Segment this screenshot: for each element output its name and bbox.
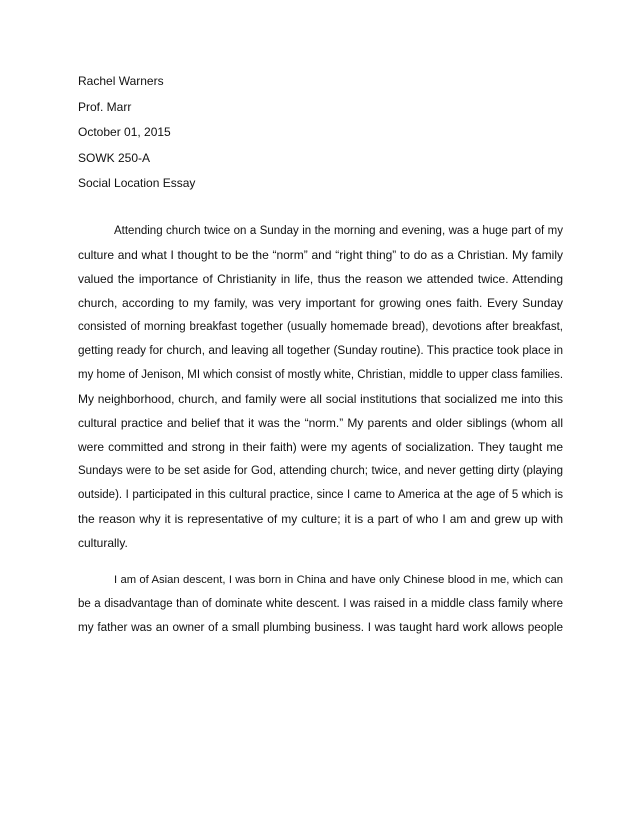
paragraph-line: cultural practice and belief that it was the “norm.” My parents and older siblings (whom all [78,416,563,430]
essay-title: Social Location Essay [78,176,196,190]
essay-header [78,69,578,197]
professor-name: Prof. Marr [78,99,132,114]
course-code: SOWK 250-A [78,150,151,165]
paragraph-line: be a disadvantage than of dominate white descent. I was raised in a middle class family where [78,598,563,610]
paragraph-line: my father was an owner of a small plumbing business. I was taught hard work allows people [78,621,563,634]
paragraph-line: were committed and strong in their faith) were my agents of socialization. They taught me [78,440,563,454]
paragraph-line: outside). I participated in this cultural practice, since I came to America at the age of 5 which is [78,489,563,501]
essay-body [78,219,563,640]
paragraph-line: Attending church twice on a Sunday in the morning and evening, was a huge part of my [114,225,563,237]
paragraph-line: my home of Jenison, MI which consist of mostly white, Christian, middle to upper class families. [78,369,564,381]
paragraph-line: getting ready for church, and leaving all together (Sunday routine). This practice took place in [78,344,563,357]
paragraph-line: Sundays were to be set aside for God, attending church; twice, and never getting dirty (playing [78,465,563,477]
paragraph-line: My neighborhood, church, and family were all social institutions that socialized me into this [78,392,563,406]
paragraph-2 [78,568,563,640]
paragraph-line: I am of Asian descent, I was born in China and have only Chinese blood in me, which can [114,574,563,586]
paragraph-1 [78,219,563,555]
essay-date: October 01, 2015 [78,125,171,139]
paragraph-line: culture and what I thought to be the “norm” and “right thing” to do as a Christian. My family [78,248,563,262]
paragraph-line: consisted of morning breakfast together (usually homemade bread), devotions after breakfast, [78,321,563,333]
author-name: Rachel Warners [78,74,164,88]
paragraph-line: church, according to my family, was very important for growing ones faith. Every Sunday [78,296,563,310]
paragraph-line: valued the importance of Christianity in life, thus the reason we attended twice. Attending [78,272,563,286]
paragraph-line: culturally. [78,536,128,550]
paragraph-line: the reason why it is representative of my culture; it is a part of who I am and grew up with [78,512,563,526]
paragraph-spacer [78,555,563,568]
